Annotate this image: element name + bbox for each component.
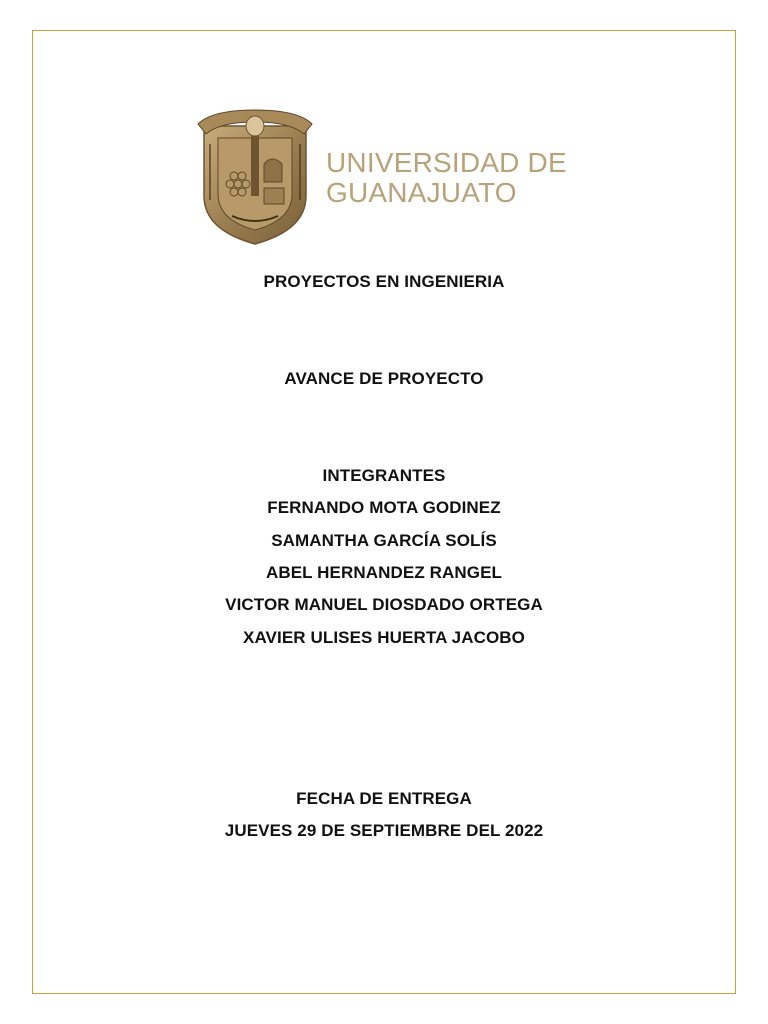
member-name: SAMANTHA GARCÍA SOLÍS <box>271 531 497 550</box>
members-heading: INTEGRANTES <box>322 466 446 485</box>
due-date: JUEVES 29 DE SEPTIEMBRE DEL 2022 <box>224 821 544 840</box>
university-name-line1: UNIVERSIDAD DE <box>326 147 567 178</box>
document-title: AVANCE DE PROYECTO <box>284 369 484 388</box>
university-name-line2: GUANAJUATO <box>326 177 517 208</box>
university-logo <box>192 104 582 248</box>
member-name: VICTOR MANUEL DIOSDADO ORTEGA <box>225 595 543 614</box>
member-name: XAVIER ULISES HUERTA JACOBO <box>243 628 525 647</box>
university-wordmark <box>326 148 567 208</box>
due-date-heading: FECHA DE ENTREGA <box>296 789 472 808</box>
member-name: FERNANDO MOTA GODINEZ <box>267 498 501 517</box>
university-seal-icon <box>192 104 318 246</box>
course-title: PROYECTOS EN INGENIERIA <box>263 272 505 291</box>
member-name: ABEL HERNANDEZ RANGEL <box>265 563 503 582</box>
